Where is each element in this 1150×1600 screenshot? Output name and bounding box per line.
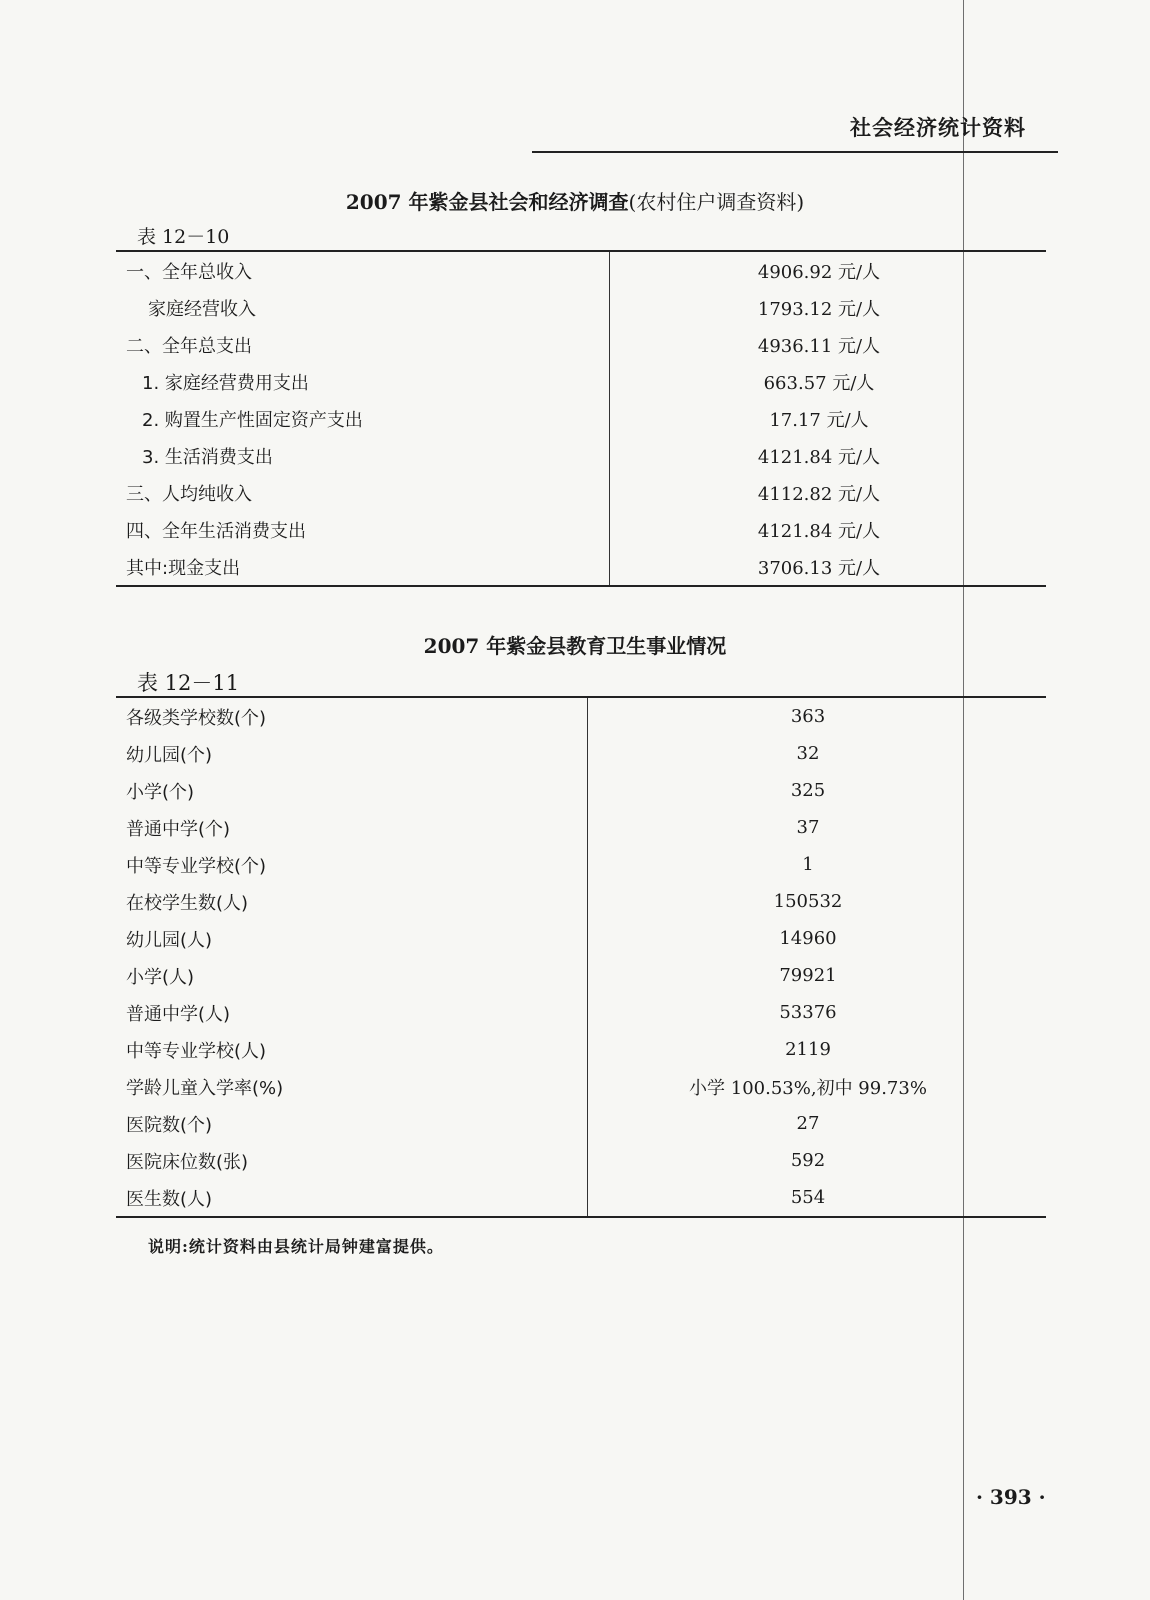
table-row bbox=[116, 735, 1046, 772]
education-health-table bbox=[116, 696, 1046, 1218]
row-label: 2. 购置生产性固定资产支出 bbox=[116, 400, 610, 437]
table-row bbox=[116, 697, 1046, 735]
header-rule bbox=[532, 151, 1058, 153]
table1-title-paren: (农村住户调查资料) bbox=[628, 190, 805, 214]
running-header: 社会经济统计资料 bbox=[850, 116, 1026, 140]
row-label: 医院床位数(张) bbox=[116, 1142, 588, 1179]
row-value: 1 bbox=[802, 854, 814, 875]
row-label: 医院数(个) bbox=[116, 1105, 588, 1142]
row-value: 17.17 元/人 bbox=[769, 409, 869, 431]
row-label: 二、全年总支出 bbox=[116, 326, 610, 363]
row-label: 医生数(人) bbox=[116, 1179, 588, 1217]
row-value: 3706.13 元/人 bbox=[757, 557, 881, 579]
source-note: 说明:统计资料由县统计局钟建富提供。 bbox=[148, 1237, 444, 1256]
table-row bbox=[116, 994, 1046, 1031]
table-row bbox=[116, 1068, 1046, 1105]
row-value: 2119 bbox=[785, 1039, 831, 1060]
row-value: 592 bbox=[790, 1150, 826, 1171]
table1-title-main: 2007 年紫金县社会和经济调查 bbox=[345, 190, 629, 214]
table-row bbox=[116, 920, 1046, 957]
row-label: 幼儿园(人) bbox=[116, 920, 588, 957]
page-number: · 393 · bbox=[976, 1485, 1046, 1509]
table-row bbox=[116, 1105, 1046, 1142]
row-value: 325 bbox=[790, 780, 826, 801]
table-row bbox=[116, 437, 1046, 474]
row-label: 小学(个) bbox=[116, 772, 588, 809]
row-label: 普通中学(个) bbox=[116, 809, 588, 846]
table-row bbox=[116, 289, 1046, 326]
row-value: 4121.84 元/人 bbox=[757, 520, 881, 542]
table-row bbox=[116, 474, 1046, 511]
table-row bbox=[116, 400, 1046, 437]
row-value: 4112.82 元/人 bbox=[757, 483, 881, 505]
row-value: 32 bbox=[796, 743, 820, 764]
table-row bbox=[116, 772, 1046, 809]
row-value: 363 bbox=[790, 706, 826, 727]
table-row bbox=[116, 548, 1046, 586]
row-value: 14960 bbox=[779, 928, 837, 949]
row-label: 四、全年生活消费支出 bbox=[116, 511, 610, 548]
table2-title: 2007 年紫金县教育卫生事业情况 bbox=[423, 634, 727, 658]
row-value: 150532 bbox=[773, 891, 843, 912]
table-row bbox=[116, 251, 1046, 289]
table-row bbox=[116, 511, 1046, 548]
table-row bbox=[116, 957, 1046, 994]
table-row bbox=[116, 846, 1046, 883]
row-label: 3. 生活消费支出 bbox=[116, 437, 610, 474]
row-value: 79921 bbox=[779, 965, 837, 986]
table-row bbox=[116, 363, 1046, 400]
table-row bbox=[116, 809, 1046, 846]
row-value: 4121.84 元/人 bbox=[757, 446, 881, 468]
table-row bbox=[116, 1031, 1046, 1068]
table-row bbox=[116, 883, 1046, 920]
row-value: 4936.11 元/人 bbox=[757, 335, 881, 357]
table-row bbox=[116, 1179, 1046, 1217]
row-label: 小学(人) bbox=[116, 957, 588, 994]
row-value: 663.57 元/人 bbox=[763, 372, 875, 394]
table-row bbox=[116, 1142, 1046, 1179]
row-value: 53376 bbox=[779, 1002, 837, 1023]
row-value: 1793.12 元/人 bbox=[757, 298, 881, 320]
row-label: 普通中学(人) bbox=[116, 994, 588, 1031]
rural-household-table bbox=[116, 250, 1046, 587]
row-value: 小学 100.53%,初中 99.73% bbox=[689, 1077, 927, 1099]
table2-number: 表 12－11 bbox=[137, 671, 240, 695]
table1-title bbox=[0, 186, 1150, 215]
row-label: 幼儿园(个) bbox=[116, 735, 588, 772]
row-label: 一、全年总收入 bbox=[116, 251, 610, 289]
row-value: 37 bbox=[796, 817, 820, 838]
row-value: 27 bbox=[796, 1113, 820, 1134]
row-label: 其中:现金支出 bbox=[116, 548, 610, 586]
table1-number: 表 12－10 bbox=[137, 226, 230, 248]
row-label: 学龄儿童入学率(%) bbox=[116, 1068, 588, 1105]
row-label: 中等专业学校(人) bbox=[116, 1031, 588, 1068]
row-label: 三、人均纯收入 bbox=[116, 474, 610, 511]
table-row bbox=[116, 326, 1046, 363]
row-value: 4906.92 元/人 bbox=[757, 261, 881, 283]
row-label: 在校学生数(人) bbox=[116, 883, 588, 920]
row-label: 中等专业学校(个) bbox=[116, 846, 588, 883]
row-value: 554 bbox=[790, 1187, 826, 1208]
row-label: 1. 家庭经营费用支出 bbox=[116, 363, 610, 400]
row-label: 各级类学校数(个) bbox=[116, 697, 588, 735]
row-label: 家庭经营收入 bbox=[116, 289, 610, 326]
